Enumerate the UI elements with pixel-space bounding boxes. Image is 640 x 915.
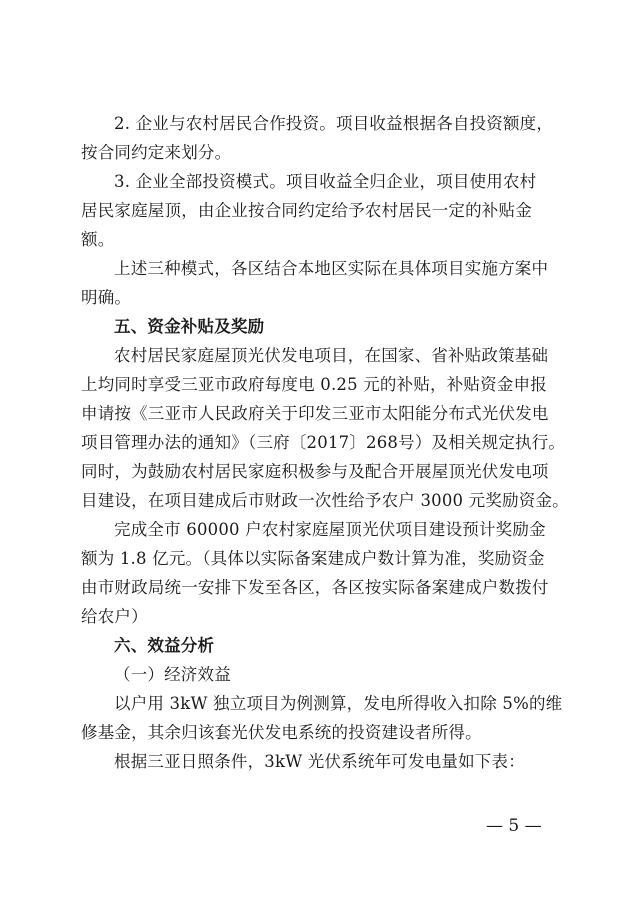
text-line: 申请按《三亚市人民政府关于印发三亚市太阳能分布式光伏发电 [81,404,549,423]
text-line: 上述三种模式，各区结合本地区实际在具体项目实施方案中 [114,259,549,278]
subsection-heading: （一）经济效益 [114,665,231,684]
text-line: 给农户） [81,607,148,626]
page-number: — 5 — [486,816,542,836]
text-line: 额为 1.8 亿元。（具体以实际备案建成户数计算为准，奖励资金 [81,549,545,568]
text-line: 以户用 3kW 独立项目为例测算，发电所得收入扣除 5%的维 [114,694,563,713]
section-heading: 五、资金补贴及奖励 [114,317,265,336]
text-line: 目建设，在项目建成后市财政一次性给予农户 3000 元奖励资金。 [81,491,569,510]
text-line: 额。 [81,230,115,249]
text-line: 居民家庭屋顶，由企业按合同约定给予农村居民一定的补贴金 [81,201,532,220]
text-line: 同时，为鼓励农村居民家庭积极参与及配合开展屋顶光伏发电项 [81,462,549,481]
text-line: 明确。 [81,288,132,307]
text-line: 完成全市 60000 户农村家庭屋顶光伏项目建设预计奖励金 [114,520,546,539]
text-line: 由市财政局统一安排下发至各区，各区按实际备案建成户数拨付 [81,578,549,597]
text-line: 项目管理办法的通知》（三府〔2017〕268号）及相关规定执行。 [81,433,566,452]
section-heading: 六、效益分析 [114,636,215,655]
text-line: 3. 企业全部投资模式。项目收益全归企业，项目使用农村 [114,172,537,191]
text-line: 2. 企业与农村居民合作投资。项目收益根据各自投资额度， [114,114,554,133]
text-line: 上均同时享受三亚市政府每度电 0.25 元的补贴，补贴资金申报 [81,375,547,394]
text-line: 根据三亚日照条件，3kW 光伏系统年可发电量如下表： [114,752,525,771]
text-line: 按合同约定来划分。 [81,143,232,162]
text-line: 农村居民家庭屋顶光伏发电项目，在国家、省补贴政策基础 [114,346,549,365]
text-line: 修基金，其余归该套光伏发电系统的投资建设者所得。 [81,723,482,742]
